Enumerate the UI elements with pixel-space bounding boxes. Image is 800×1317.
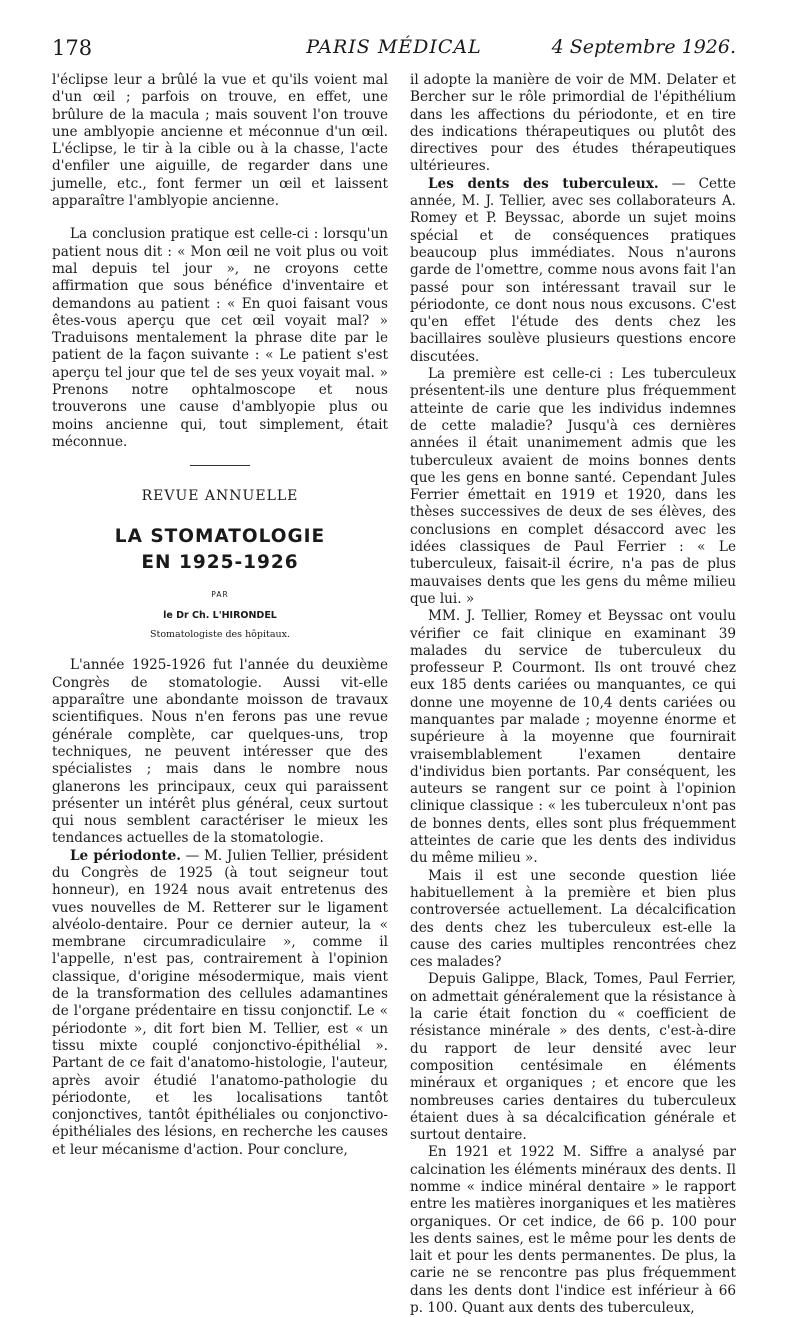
paragraph: MM. J. Tellier, Romey et Beyssac ont voulu vérifier ce fait clinique en examinant 39 malades du service de tuberculeux du professeur P. Courmont. Ils ont trouvé chez eux 185 dents cariées ou manquantes, ce qui donne une moyenne de 10,4 dents cariées ou manquantes par malade ; moyenne énorme et supérieure à la moyenne que fournirait vraisemblablement l'examen dentaire d'individus bien portants. Par conséquent, les auteurs se rangent sur ce point à l'opinion clinique classique : « les tuberculeux n'ont pas de bonnes dents, elles sont plus fréquemment atteintes de carie que les dents des individus du même milieu ». — [410, 608, 736, 867]
right-column — [410, 72, 736, 1317]
paragraph: En 1921 et 1922 M. Siffre a analysé par calcination les éléments minéraux des dents. Il nomme « indice minéral dentaire » le rapport entre les matières inorganiques et les matières organiques. Or cet indice, de 66 p. 100 pour les dents saines, est le même pour les dents de lait et pour les dents permanentes. De plus, la carie ne se rencontre pas plus fréquemment dans les dents dont l'indice est inférieur à 66 p. 100. Quant aux dents des tuberculeux, — [410, 1144, 736, 1317]
section-label: REVUE ANNUELLE — [141, 488, 299, 505]
run-in-heading: Le périodonte. — [70, 847, 181, 864]
running-header — [52, 36, 736, 66]
paragraph: La conclusion pratique est celle-ci : lorsqu'un patient nous dit : « Mon œil ne voit plus ou voit mal depuis tel jour », ne croyons cette affirmation que sous bénéfice d'inventaire et demandons au patient : « En quoi faisant vous êtes-vous aperçu que cet œil voyait mal? » Traduisons mentalement la phrase dite par le patient de la façon suivante : « Le patient s'est aperçu tel jour que tel de ses yeux voyait mal. » Prenons notre ophtalmoscope et nous trouverons une cause d'amblyopie plus ou moins ancienne qui, tout simplement, était méconnue. — [52, 226, 388, 450]
author-role: Stomatologiste des hôpitaux. — [150, 629, 290, 641]
article-title-line-1: LA STOMATOLOGIE — [114, 525, 326, 547]
paragraph: Mais il est une seconde question liée habituellement à la première et bien plus controversée actuellement. La décalcification des dents chez les tuberculeux est-elle la cause des caries multiples rencontrées chez ces malades? — [410, 867, 736, 971]
paragraph — [52, 848, 388, 1159]
paragraph: l'éclipse leur a brûlé la vue et qu'ils voient mal d'un œil ; parfois on trouve, en effet, une brûlure de la macula ; mais souvent l'on trouve une amblyopie ancienne et méconnue d'un œil. L'éclipse, le tir à la cible ou à la chasse, l'acte d'enfiler une aiguille, de regarder dans une jumelle, etc., font fermer un œil et laissent apparaître l'amblyopie ancienne. — [52, 72, 388, 210]
author-name: le Dr Ch. L'HIRONDEL — [163, 609, 277, 621]
page-number: 178 — [52, 36, 93, 60]
byline-par: PAR — [211, 589, 229, 599]
section-divider — [190, 465, 250, 466]
article-title-line-2: EN 1925-1926 — [141, 551, 299, 573]
paragraph: Depuis Galippe, Black, Tomes, Paul Ferrier, on admettait généralement que la résistance à la carie était fonction du « coefficient de résistance minérale » des dents, c'est-à-dire du rapport de leur densité avec leur composition centésimale en éléments minéraux et organiques ; et encore que les nombreuses caries dentaires du tuberculeux étaient dues à sa décalcification générale et surtout dentaire. — [410, 971, 736, 1144]
paragraph: il adopte la manière de voir de MM. Delater et Bercher sur le rôle primordial de l'épithélium dans les affections du périodonte, et en tire des indications thérapeutiques ou plutôt des directives pour des études thérapeutiques ultérieures. — [410, 72, 736, 175]
paragraph: La première est celle-ci : Les tuberculeux présentent-ils une denture plus fréquemment atteinte de carie que les individus indemnes de cette maladie? Jusqu'à ces dernières années il était unanimement admis que les tuberculeux avaient de moins bonnes dents que les gens en bonne santé. Cependant Jules Ferrier émettait en 1919 et 1920, dans les thèses successives de deux de ses élèves, des conclusions en complet désaccord avec les idées classiques de Paul Ferrier : « Le tuberculeux, faisait-il écrire, n'a pas de plus mauvaises dents que les gens du même milieu que lui. » — [410, 366, 736, 607]
journal-title: PARIS MÉDICAL — [306, 36, 482, 58]
left-column — [52, 72, 388, 1159]
run-in-heading: Les dents des tuberculeux. — [428, 175, 659, 192]
paragraph: L'année 1925-1926 fut l'année du deuxième Congrès de stomatologie. Aussi vit-elle apparaître une abondante moisson de travaux scientifiques. Nous n'en ferons pas une revue générale complète, car quelques-uns, trop techniques, ne peuvent intéresser que des spécialistes ; mais dans le nombre nous glanerons les principaux, ceux qui paraissent présenter un intérêt plus général, ceux surtout qui nous semblent caractériser le mieux les tendances actuelles de la stomatologie. — [52, 657, 388, 847]
paragraph-text: — M. Julien Tellier, président du Congrès de 1925 (à tout seigneur tout honneur), en 1924 nous avait entretenus des vues nouvelles de M. Retterer sur le ligament alvéolo-dentaire. Pour ce dernier auteur, la « membrane circumradiculaire », comme il l'appelle, n'est pas, contrairement à l'opinion classique, d'origine mésodermique, mais vient de la transformation des cellules adamantines de l'organe prédentaire en tissu conjonctif. Le « périodonte », dit fort bien M. Tellier, est « un tissu mixte couplé conjonctivo-épithélial ». Partant de ce fait d'anatomo-histologie, l'auteur, après avoir étudié l'anatomo-pathologie du périodonte, et les localisations tantôt conjonctives, tantôt épithéliales ou conjonctivo-épithéliales des lésions, en recherche les causes et leur mécanisme d'action. Pour conclure, — [52, 847, 388, 1158]
paragraph-text: — Cette année, M. J. Tellier, avec ses collaborateurs A. Romey et P. Beyssac, aborde un sujet moins spécial et de conséquences pratiques beaucoup plus immédiates. Nous n'aurons garde de l'omettre, comme nous avons fait l'an passé pour son intéressant travail sur le périodonte, ce dont nous nous excusons. C'est qu'en effet l'étude des dents chez les bacillaires soulève plusieurs questions encore discutées. — [410, 175, 736, 365]
issue-date: 4 Septembre 1926. — [551, 36, 736, 58]
paragraph — [410, 176, 736, 366]
